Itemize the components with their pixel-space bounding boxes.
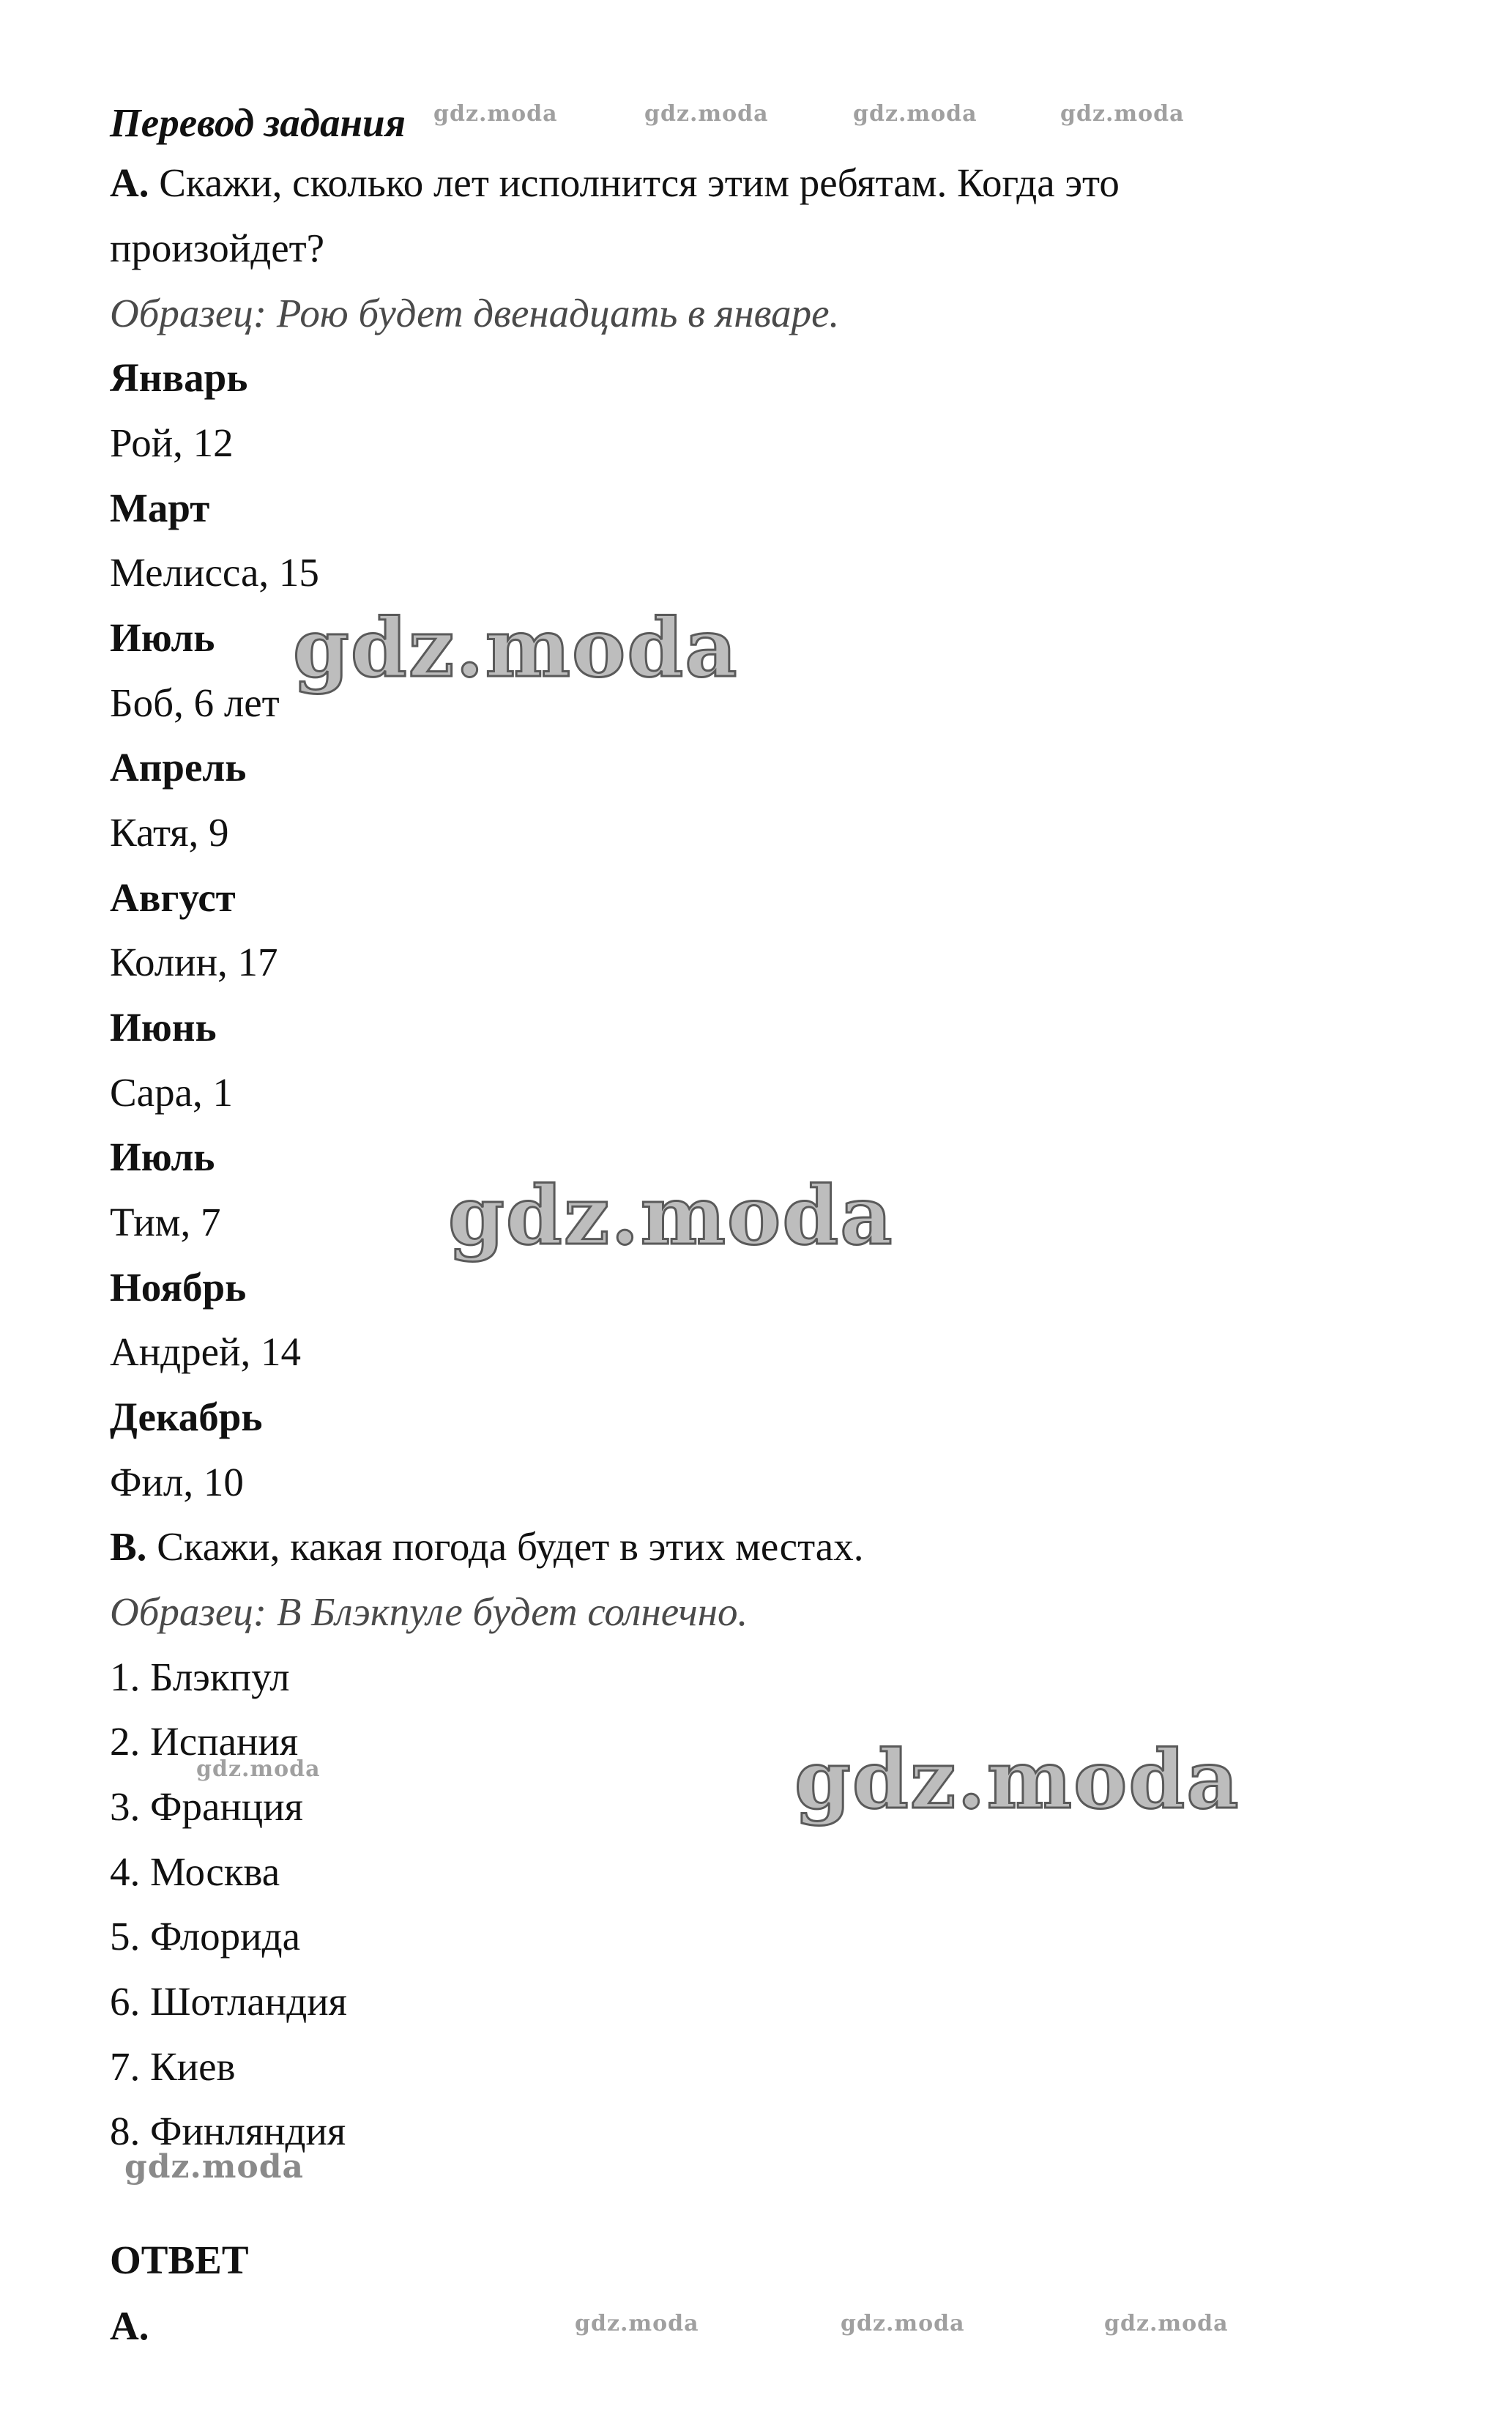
- watermark-text: gdz.moda: [293, 601, 739, 695]
- month-label: Март: [110, 486, 210, 530]
- month-label: Ноябрь: [110, 1265, 247, 1310]
- person-entry: Боб, 6 лет: [110, 680, 280, 725]
- place-item: 6. Шотландия: [110, 1979, 347, 2024]
- place-item: 4. Москва: [110, 1849, 280, 1894]
- person-entry: Сара, 1: [110, 1070, 234, 1115]
- month-label: Январь: [110, 355, 248, 400]
- person-entry: Мелисса, 15: [110, 550, 319, 595]
- task-a-sample: Образец: Рою будет двенадцать в январе.: [110, 291, 840, 335]
- place-item: 3. Франция: [110, 1784, 303, 1829]
- watermark-text: gdz.moda: [1104, 2311, 1229, 2336]
- task-a-text-1: Скажи, сколько лет исполнится этим ребятам. Когда это: [159, 160, 1120, 205]
- watermark-text: gdz.moda: [448, 1168, 894, 1263]
- person-entry: Тим, 7: [110, 1200, 221, 1244]
- watermark-text: gdz.moda: [433, 101, 558, 127]
- task-title: Перевод задания: [110, 100, 406, 145]
- person-entry: Рой, 12: [110, 420, 234, 465]
- month-label: Июнь: [110, 1005, 217, 1050]
- person-entry: Фил, 10: [110, 1460, 244, 1504]
- place-item: 1. Блэкпул: [110, 1655, 290, 1699]
- place-item: 2. Испания: [110, 1719, 299, 1764]
- month-label: Август: [110, 875, 236, 920]
- watermark-text: gdz.moda: [644, 101, 769, 127]
- watermark-text: gdz.moda: [575, 2311, 699, 2336]
- person-entry: Катя, 9: [110, 810, 229, 855]
- place-item: 8. Финляндия: [110, 2109, 346, 2153]
- answer-a-label: А.: [110, 2303, 149, 2348]
- person-entry: Андрей, 14: [110, 1329, 301, 1374]
- watermark-text: gdz.moda: [841, 2311, 965, 2336]
- place-item: 7. Киев: [110, 2044, 236, 2089]
- month-label: Декабрь: [110, 1395, 263, 1439]
- task-b-text: Скажи, какая погода будет в этих местах.: [157, 1524, 864, 1569]
- task-a-line2: произойдет?: [110, 226, 325, 270]
- task-a-line1: [110, 160, 1120, 205]
- month-label: Июль: [110, 1135, 215, 1179]
- watermark-text: gdz.moda: [1060, 101, 1185, 127]
- month-label: Июль: [110, 615, 215, 660]
- person-entry: Колин, 17: [110, 940, 278, 984]
- watermark-text: gdz.moda: [124, 2148, 305, 2186]
- place-item: 5. Флорида: [110, 1914, 300, 1959]
- month-label: Апрель: [110, 745, 247, 790]
- task-b-label: В.: [110, 1524, 147, 1569]
- task-b-line: [110, 1526, 863, 1567]
- watermark-text: gdz.moda: [853, 101, 977, 127]
- task-b-sample: Образец: В Блэкпуле будет солнечно.: [110, 1589, 748, 1634]
- answer-heading: ОТВЕТ: [110, 2238, 249, 2282]
- watermark-text: gdz.moda: [794, 1732, 1240, 1827]
- watermark-text: gdz.moda: [196, 1756, 321, 1782]
- task-a-label: А.: [110, 160, 149, 205]
